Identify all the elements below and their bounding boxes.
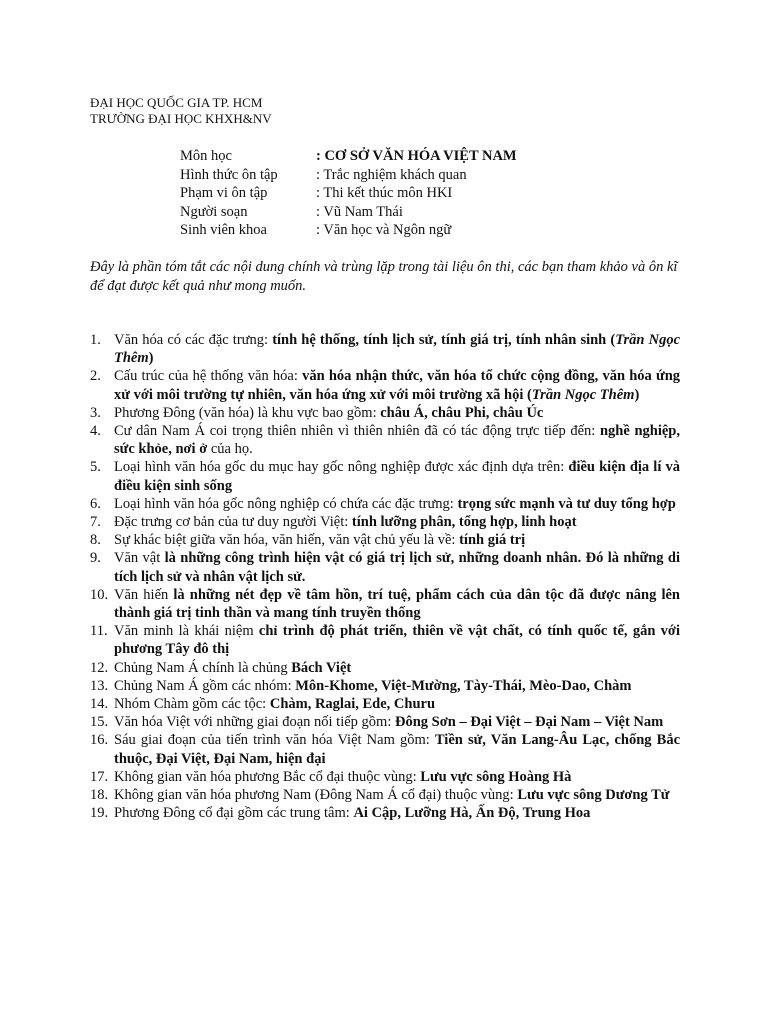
review-scope-value: : Thi kết thúc môn HKI	[316, 185, 453, 201]
item-key-point: nghề nghiệp, sức khỏe, nơi ở	[114, 423, 680, 458]
item-key-point: tính giá trị	[459, 532, 526, 549]
item-key-point: Đông Sơn – Đại Việt – Đại Nam – Việt Nam	[395, 714, 664, 731]
course-info-row	[180, 147, 517, 166]
item-text: Không gian văn hóa phương Nam (Đông Nam Á cổ đại) thuộc vùng:	[114, 787, 518, 804]
item-number: 14.	[90, 696, 109, 713]
course-info-row	[180, 166, 517, 185]
list-item	[90, 331, 680, 367]
review-format-label: Hình thức ôn tập	[180, 166, 278, 183]
school-name: TRƯỜNG ĐẠI HỌC KHXH&NV	[90, 111, 272, 126]
item-text: Loại hình văn hóa gốc nông nghiệp có chứa các đặc trưng:	[114, 495, 458, 512]
item-number: 12.	[90, 659, 109, 676]
item-key-point: Chàm, Raglai, Ede, Churu	[269, 696, 436, 713]
item-key-point: tính lưỡng phân, tổng hợp, linh hoạt	[351, 514, 577, 531]
item-number: 18.	[90, 787, 109, 804]
item-number: 17.	[90, 768, 109, 785]
item-number: 8.	[90, 532, 101, 549]
review-scope-label: Phạm vi ôn tập	[180, 185, 268, 201]
item-key-point: Bách Việt	[291, 659, 352, 676]
item-key-point: văn hóa nhận thức, văn hóa tổ chức cộng đồng, văn hóa ứng xử với môi trường tự nhiên, văn hóa ứng xử với môi trường xã hội (	[114, 368, 681, 403]
review-format-value: : Trắc nghiệm khách quan	[316, 166, 467, 183]
item-key-point: là những nét đẹp về tâm hồn, trí tuệ, phẩm cách của dân tộc đã được nâng lên thành giá trị tinh thần và mang tính truyền thống	[114, 586, 680, 622]
item-key-point: Ai Cập, Lưỡng Hà, Ấn Độ, Trung Hoa	[353, 805, 591, 822]
item-key-point-end: )	[148, 350, 154, 367]
list-item	[90, 713, 680, 731]
item-number: 15.	[90, 714, 109, 731]
intro-paragraph: Đây là phần tóm tắt các nội dung chính và trùng lặp trong tài liệu ôn thi, các bạn tham khảo và ôn kĩ để đạt được kết quả như mong muốn.	[90, 259, 678, 294]
item-key-point-end: )	[634, 386, 640, 403]
list-item	[90, 804, 680, 822]
item-key-point: điều kiện địa lí và điều kiện sinh sống	[114, 459, 681, 494]
list-item	[90, 495, 680, 513]
item-text: Văn hiến	[114, 586, 174, 603]
list-item	[90, 695, 680, 713]
item-number: 5.	[90, 459, 101, 476]
list-item	[90, 531, 680, 549]
item-text: Văn vật	[114, 550, 165, 567]
course-info-row	[180, 184, 517, 203]
item-text: Văn hóa Việt với những giai đoạn nối tiếp gồm:	[114, 714, 395, 731]
item-number: 11.	[90, 623, 108, 640]
item-text: Văn hóa có các đặc trưng:	[114, 332, 273, 348]
list-item	[90, 422, 680, 458]
course-info-row	[180, 221, 517, 240]
item-text: Sáu giai đoạn của tiến trình văn hóa Việt Nam gồm:	[114, 732, 435, 749]
item-author: Trần Ngọc Thêm	[531, 386, 635, 403]
course-info-row	[180, 203, 517, 222]
item-text: Cấu trúc của hệ thống văn hóa:	[114, 368, 303, 385]
list-item	[90, 549, 680, 585]
item-text: Cư dân Nam Á coi trọng thiên nhiên vì thiên nhiên đã có tác động trực tiếp đến:	[114, 423, 600, 440]
item-text: Văn minh là khái niệm	[114, 623, 259, 640]
item-text: Nhóm Chàm gồm các tộc:	[114, 696, 270, 713]
item-key-point: trọng sức mạnh và tư duy tổng hợp	[457, 495, 676, 512]
list-item	[90, 404, 680, 422]
author-label: Người soạn	[180, 203, 248, 220]
item-number: 7.	[90, 514, 101, 531]
item-key-point: châu Á, châu Phi, châu Úc	[380, 404, 544, 421]
item-text: Phương Đông (văn hóa) là khu vực bao gồm:	[114, 404, 381, 421]
item-number: 1.	[90, 332, 101, 348]
item-key-point: là những công trình hiện vật có giá trị lịch sử, những doanh nhân. Đó là những di tích lịch sử và nhân vật lịch sử.	[114, 550, 680, 585]
item-number: 9.	[90, 550, 101, 567]
item-key-point: tính hệ thống, tính lịch sử, tính giá trị, tính nhân sinh (	[272, 332, 616, 348]
course-label: Môn học	[180, 148, 232, 164]
list-item	[90, 659, 680, 677]
item-text: Loại hình văn hóa gốc du mục hay gốc nông nghiệp được xác định dựa trên:	[114, 459, 569, 476]
item-text: Chủng Nam Á gồm các nhóm:	[114, 677, 296, 694]
list-item	[90, 677, 680, 695]
item-text: Phương Đông cổ đại gồm các trung tâm:	[114, 805, 354, 822]
item-key-point: Tiền sử, Văn Lang-Âu Lạc, chống Bắc thuộc, Đại Việt, Đại Nam, hiện đại	[114, 732, 681, 767]
item-key-point: Lưu vực sông Hoàng Hà	[420, 768, 572, 785]
summary-list	[90, 331, 680, 822]
list-item	[90, 622, 680, 658]
university-name: ĐẠI HỌC QUỐC GIA TP. HCM	[90, 95, 263, 110]
list-item	[90, 768, 680, 786]
course-info	[180, 147, 517, 240]
item-text: Sự khác biệt giữa văn hóa, văn hiến, văn vật chủ yếu là về:	[114, 532, 460, 549]
item-key-point: Lưu vực sông Dương Tử	[517, 787, 670, 804]
item-author: Trần Ngọc Thêm	[114, 332, 681, 367]
list-item	[90, 731, 680, 767]
item-text: Đặc trưng cơ bản của tư duy người Việt:	[114, 514, 352, 531]
item-number: 19.	[90, 805, 109, 822]
item-number: 10.	[90, 586, 109, 603]
item-key-point: chỉ trình độ phát triển, thiên về vật chất, có tính quốc tế, gắn với phương Tây đô thị	[114, 623, 680, 658]
institution-header	[90, 95, 272, 127]
list-item	[90, 458, 680, 494]
list-item	[90, 367, 680, 403]
list-item	[90, 786, 680, 804]
course-value: : CƠ SỞ VĂN HÓA VIỆT NAM	[316, 148, 517, 164]
item-number: 2.	[90, 368, 101, 385]
item-text-end: của họ.	[207, 441, 253, 458]
faculty-label: Sinh viên khoa	[180, 222, 267, 238]
item-number: 4.	[90, 423, 101, 440]
item-key-point: Môn-Khome, Việt-Mường, Tày-Thái, Mèo-Dao, Chàm	[295, 677, 632, 694]
faculty-value: : Văn học và Ngôn ngữ	[316, 222, 452, 238]
list-item	[90, 586, 680, 622]
item-text: Không gian văn hóa phương Bắc cổ đại thuộc vùng:	[114, 768, 421, 785]
item-number: 6.	[90, 495, 101, 512]
item-text: Chủng Nam Á chính là chủng	[114, 659, 292, 676]
item-number: 13.	[90, 677, 109, 694]
item-number: 3.	[90, 404, 101, 421]
item-number: 16.	[90, 732, 109, 749]
author-value: : Vũ Nam Thái	[316, 203, 403, 220]
list-item	[90, 513, 680, 531]
